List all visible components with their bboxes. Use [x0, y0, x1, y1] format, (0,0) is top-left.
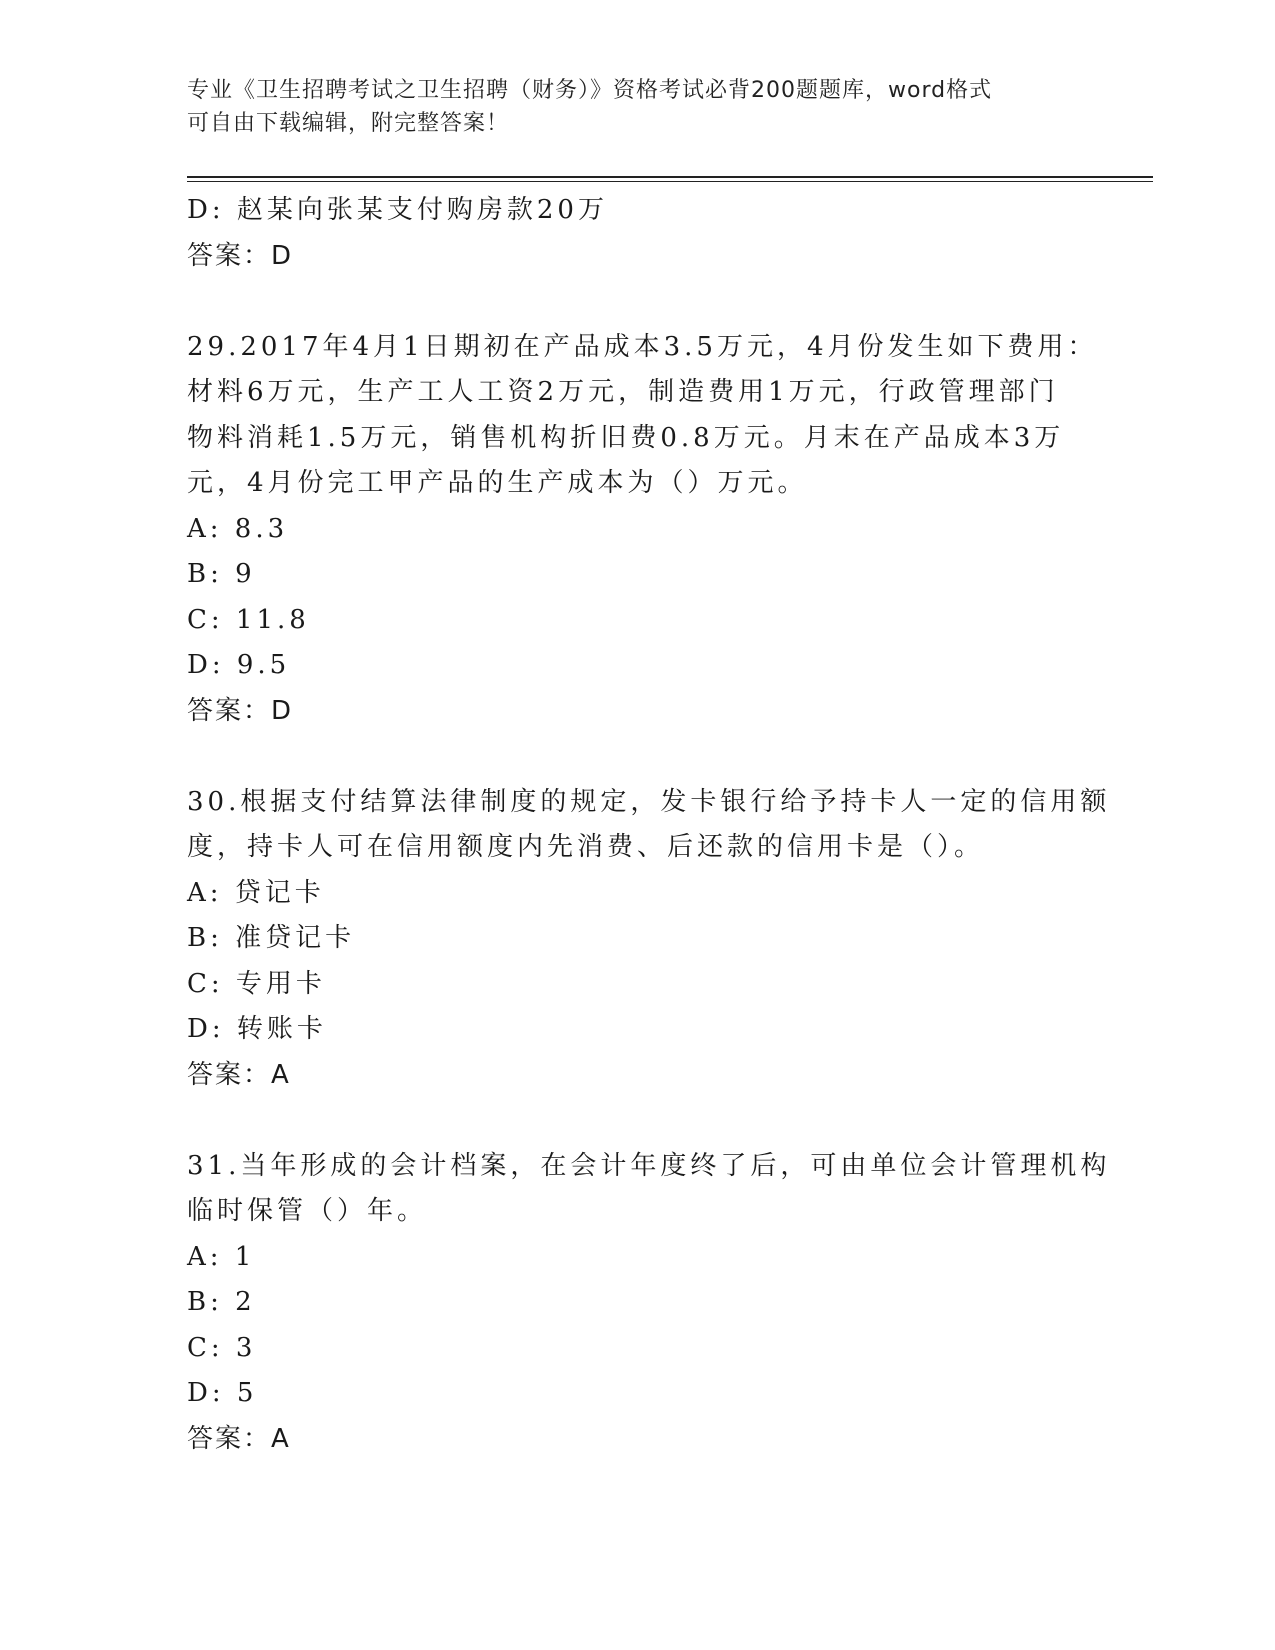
question-30 [187, 780, 1111, 1099]
option-b: B: 2 [187, 1287, 256, 1317]
header-rule-thin [187, 181, 1153, 182]
spacer [187, 279, 1087, 325]
answer-line: 答案：A [187, 1059, 291, 1090]
question-text-line: 物料消耗1.5万元，销售机构折旧费0.8万元。月末在产品成本3万 [187, 422, 1065, 453]
document-header [187, 74, 1067, 140]
header-rule-thick [187, 176, 1153, 178]
question-text-line: 材料6万元，生产工人工资2万元，制造费用1万元，行政管理部门 [187, 377, 1059, 407]
option-b: B: 9 [187, 559, 256, 589]
answer-line: 答案：D [187, 695, 294, 726]
question-text-line: 度，持卡人可在信用额度内先消费、后还款的信用卡是（）。 [187, 832, 985, 862]
option-a: A: 1 [187, 1241, 256, 1272]
option-a: A: 贷记卡 [187, 877, 325, 908]
question-31 [187, 1144, 1111, 1463]
option-d: D: 转账卡 [187, 1014, 327, 1044]
question-text-line: 30.根据支付结算法律制度的规定，发卡银行给予持卡人一定的信用额 [187, 786, 1111, 817]
spacer [187, 734, 1087, 780]
option-d: D: 9.5 [187, 650, 291, 680]
question-text-line: 31.当年形成的会计档案，在会计年度终了后，可由单位会计管理机构 [187, 1150, 1111, 1181]
question-text-line: 29.2017年4月1日期初在产品成本3.5万元，4月份发生如下费用： [187, 331, 1098, 362]
answer-line: 答案：A [187, 1423, 291, 1454]
spacer [187, 1098, 1087, 1144]
header-line-1: 专业《卫生招聘考试之卫生招聘（财务）》资格考试必背200题题库，word格式 [187, 78, 993, 103]
option-d: D: 5 [187, 1378, 258, 1408]
option-c: C: 专用卡 [187, 968, 326, 999]
option-c: C: 3 [187, 1332, 257, 1363]
question-28-tail [187, 188, 1087, 279]
question-text-line: 元，4月份完工甲产品的生产成本为（）万元。 [187, 468, 808, 498]
question-29 [187, 325, 1098, 735]
option-a: A: 8.3 [187, 513, 289, 544]
option-b: B: 准贷记卡 [187, 923, 356, 953]
question-text-line: 临时保管（）年。 [187, 1196, 428, 1226]
option-d: D: 赵某向张某支付购房款20万 [187, 195, 608, 225]
header-line-2: 可自由下载编辑，附完整答案！ [187, 111, 510, 136]
document-body [187, 188, 1111, 1462]
option-c: C: 11.8 [187, 604, 310, 635]
answer-line: 答案：D [187, 240, 294, 271]
